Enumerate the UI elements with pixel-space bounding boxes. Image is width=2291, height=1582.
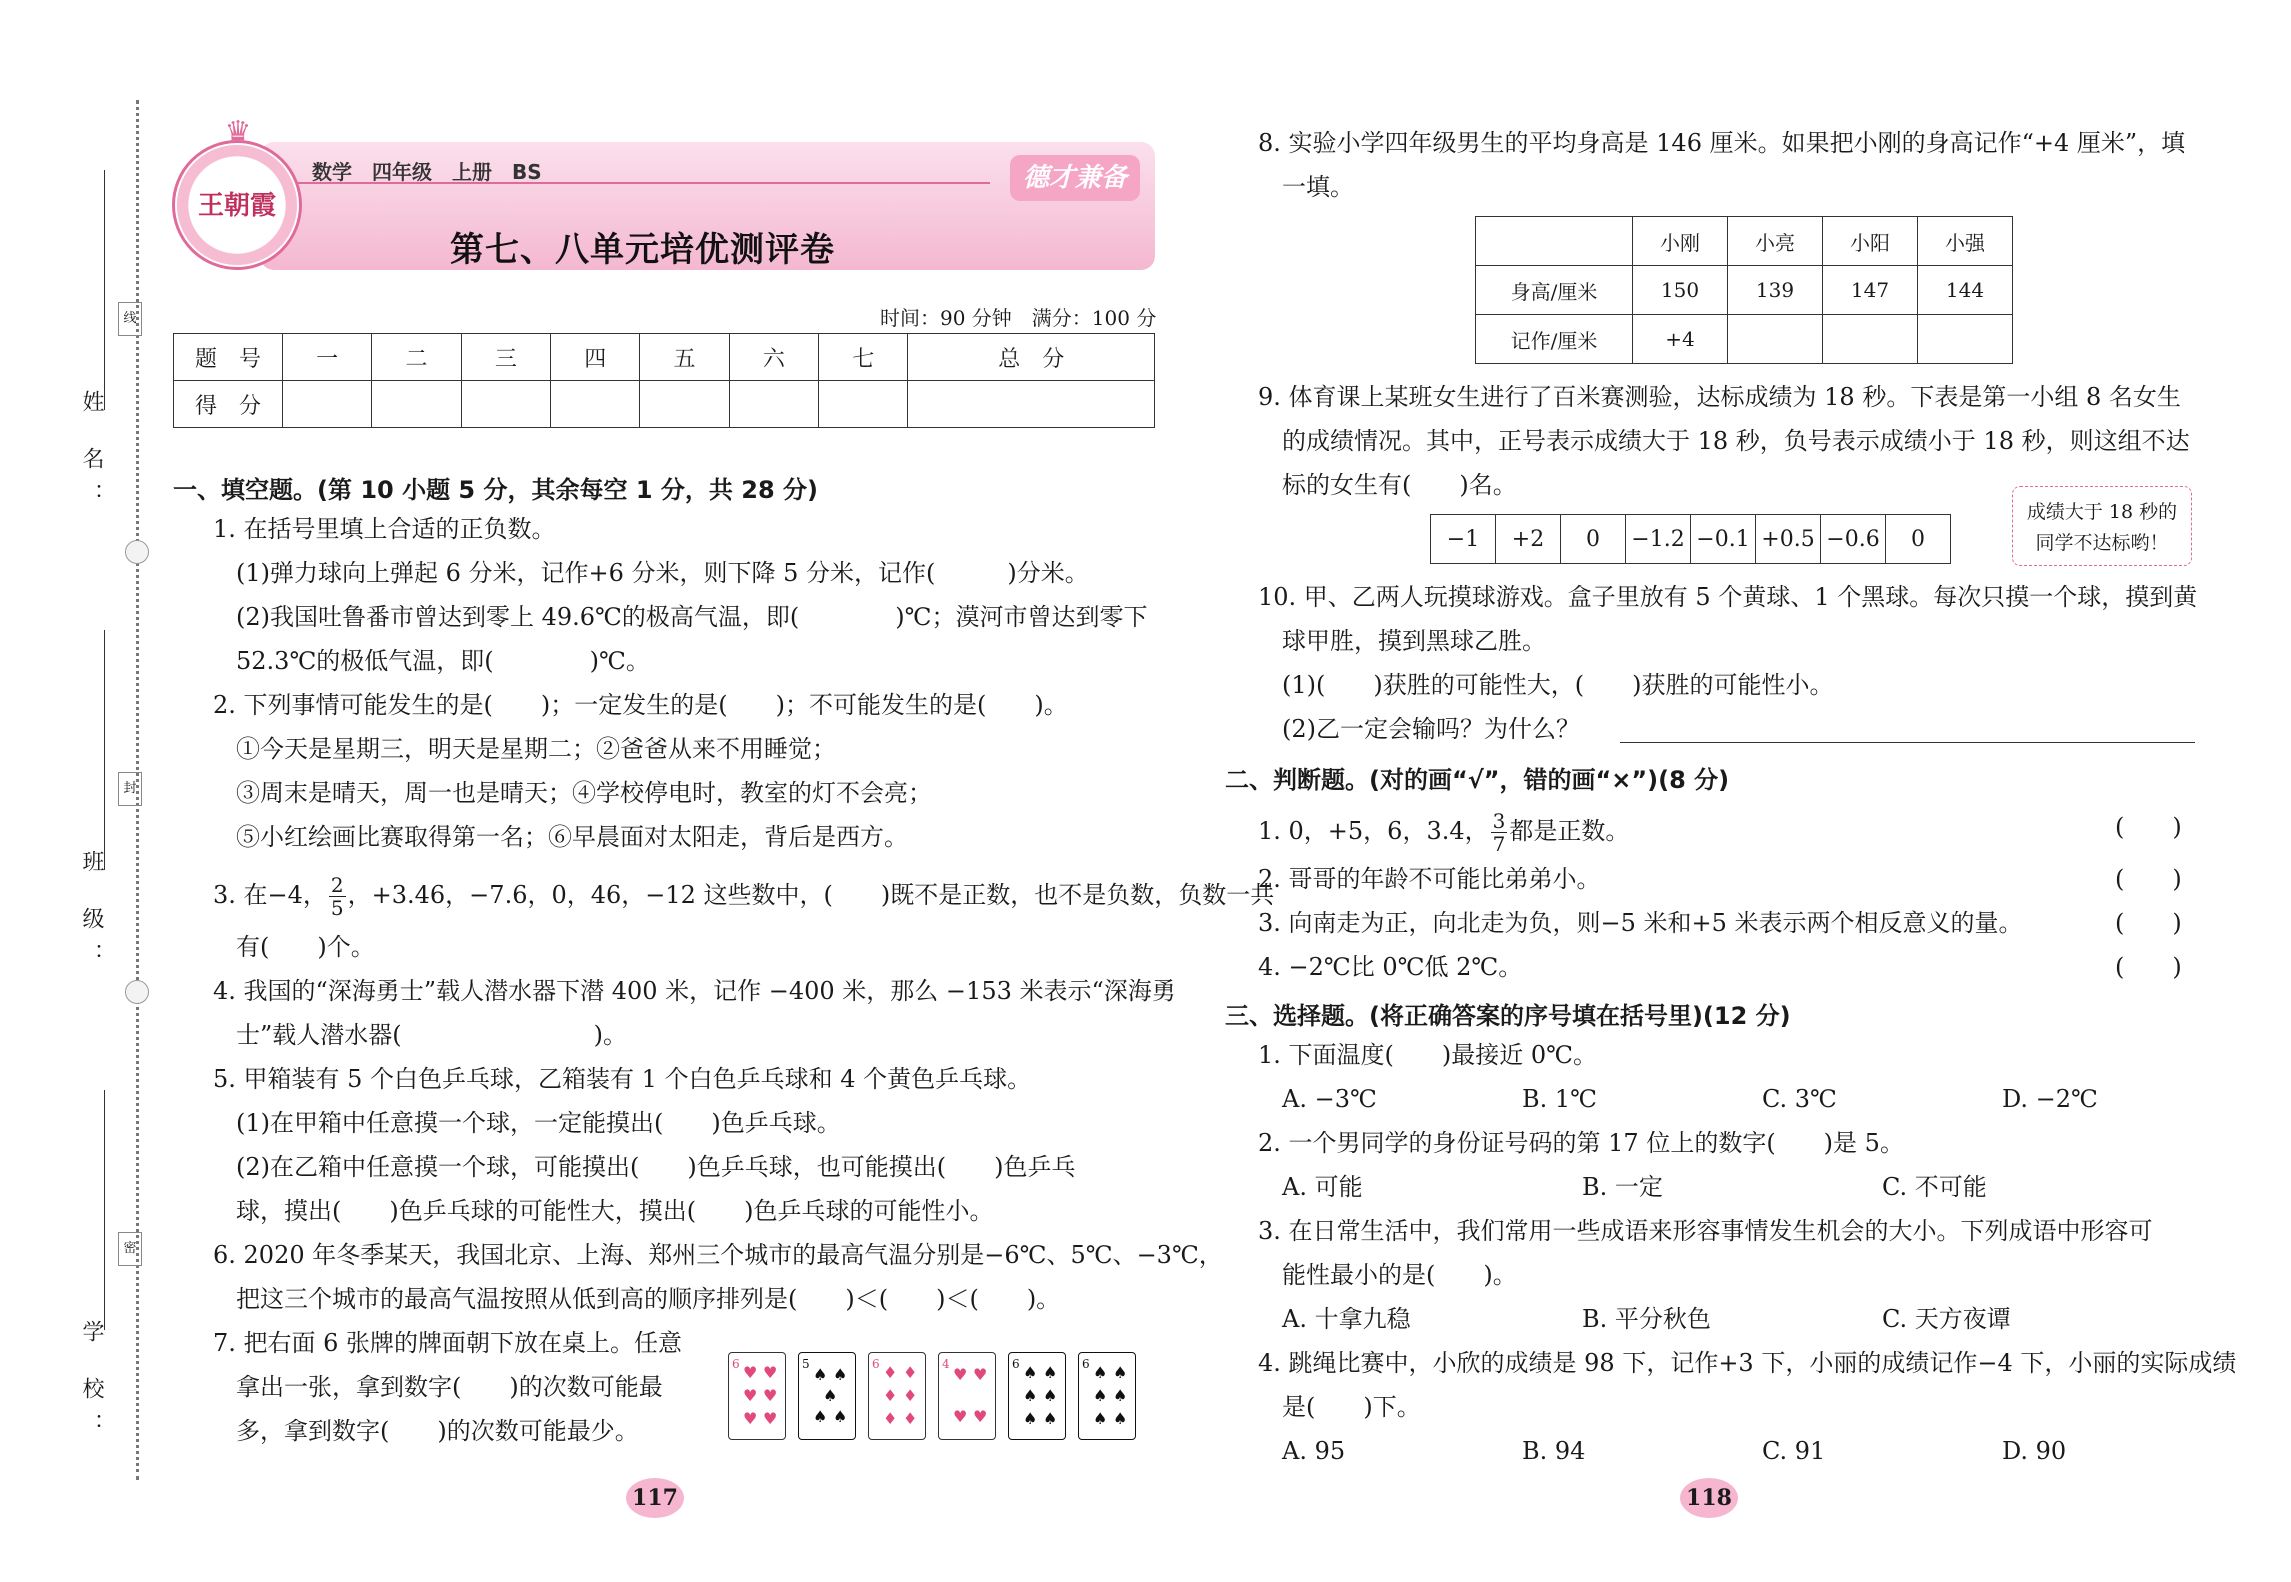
card-suit-pip: ♠ [1023,1363,1038,1382]
card-suit-pip: ♠ [813,1407,828,1426]
result-cell: −1.2 [1626,515,1691,564]
card-suit-pip: ♠ [1093,1386,1108,1405]
card-suit-pip: ♠ [1043,1386,1058,1405]
choice-2-option: A. 可能 [1282,1173,1363,1201]
question-10-2: (2)乙一定会输吗？为什么？ [1282,715,1580,743]
choice-1-option: B. 1℃ [1522,1085,1598,1113]
score-table [173,333,1155,428]
class-label: 班 级： [79,850,104,979]
card-suit-pip: ♥ [763,1409,778,1428]
results-row [1431,515,1951,564]
brand-logo-text: 王朝霞 [197,191,276,221]
fraction [329,874,346,919]
page-number: 117 [632,1485,678,1511]
score-table-header-row [174,334,1155,381]
card-suit-pip: ♠ [833,1365,848,1384]
question-4b: 士”载人潜水器( )。 [236,1021,627,1049]
fraction-numerator: 2 [330,873,344,897]
height-table [1475,216,2013,364]
card-suit-pip: ♦ [903,1363,918,1382]
judge-1-pre: 1. 0，+5，6，3.4， [1258,817,1489,845]
binding-ornament-top [125,540,149,564]
question-1: 1. 在括号里填上合适的正负数。 [213,515,556,543]
height-cell: 小刚 [1633,217,1728,266]
choice-3b: 能性最小的是( )。 [1282,1261,1517,1289]
question-2-option-a: ①今天是星期三，明天是星期二；②爸爸从来不用睡觉； [236,735,836,763]
score-cell: 五 [640,334,729,381]
score-cell: 一 [283,334,372,381]
school-underline [104,1090,105,1330]
card-suit-pip: ♥ [743,1363,758,1382]
score-cell: 题 号 [174,334,283,381]
height-table-header [1476,217,2013,266]
binding-ornament-bottom [125,980,149,1004]
brand-logo [172,115,302,270]
height-cell: 150 [1633,266,1728,315]
height-cell: 小强 [1918,217,2013,266]
card-suit-pip: ♠ [1093,1363,1108,1382]
card-suit-pip: ♥ [763,1386,778,1405]
score-cell: 六 [729,334,818,381]
card-suit-pip: ♥ [953,1365,968,1384]
result-cell: +2 [1496,515,1561,564]
card-suit-pip: ♦ [883,1363,898,1382]
card-suit-pip: ♠ [1093,1409,1108,1428]
score-cell: 三 [461,334,550,381]
crown-icon: ♛ [224,115,252,150]
playing-card [728,1352,786,1440]
question-1-2a: (2)我国吐鲁番市曾达到零上 49.6℃的极高气温，即( )℃；漠河市曾达到零下 [236,603,1148,631]
choice-4-option: B. 94 [1522,1437,1586,1465]
card-rank: 4 [942,1357,950,1371]
judge-3-answer[interactable]: ( ) [2115,909,2182,937]
height-cell: 139 [1728,266,1823,315]
choice-3a: 3. 在日常生活中，我们常用一些成语来形容事情发生机会的大小。下列成语中形容可 [1258,1217,2153,1245]
question-10a: 10. 甲、乙两人玩摸球游戏。盒子里放有 5 个黄球、1 个黑球。每次只摸一个球，摸到黄 [1258,583,2198,611]
playing-card [868,1352,926,1440]
playing-card [1008,1352,1066,1440]
score-cell: 七 [819,334,908,381]
judge-1-post: 都是正数。 [1509,817,1630,845]
height-cell: +4 [1633,315,1728,364]
judge-2: 2. 哥哥的年龄不可能比弟弟小。 [1258,865,1601,893]
tip-text-line-2: 同学不达标哟！ [2035,532,2169,554]
fraction-numerator: 3 [1492,809,1506,833]
card-suit-pip: ♠ [833,1407,848,1426]
name-underline [104,170,105,410]
card-suit-pip: ♠ [813,1365,828,1384]
card-rank: 5 [802,1357,810,1371]
question-7a: 7. 把右面 6 张牌的牌面朝下放在桌上。任意 [213,1329,683,1357]
height-answer-cell[interactable] [1728,315,1823,364]
tip-text-line-1: 成绩大于 18 秒的 [2026,501,2178,523]
score-input-cell[interactable] [372,381,461,428]
school-label: 学 校： [79,1320,104,1449]
height-answer-cell[interactable] [1823,315,1918,364]
score-input-cell[interactable] [640,381,729,428]
question-7b: 拿出一张，拿到数字( )的次数可能最 [236,1373,663,1401]
result-cell: −0.6 [1821,515,1886,564]
choice-4-option: A. 95 [1282,1437,1346,1465]
height-answer-cell[interactable] [1918,315,2013,364]
question-5-2a: (2)在乙箱中任意摸一个球，可能摸出( )色乒乓球，也可能摸出( )色乒乓 [236,1153,1076,1181]
fraction-denominator: 5 [330,896,344,920]
choice-4a: 4. 跳绳比赛中，小欣的成绩是 98 下，记作+3 下，小丽的成绩记作−4 下，小丽的实际成绩 [1258,1349,2237,1377]
result-cell: −1 [1431,515,1496,564]
score-input-cell[interactable] [461,381,550,428]
playing-card [798,1352,856,1440]
question-8a: 8. 实验小学四年级男生的平均身高是 146 厘米。如果把小刚的身高记作“+4 厘米”，填 [1258,129,2186,157]
card-suit-pip: ♥ [743,1409,758,1428]
results-table [1430,514,1951,564]
page-number-badge [1680,1478,1738,1518]
subject-line: 数学 四年级 上册 BS [312,160,542,184]
section-fill-blank-heading: 一、填空题。(第 10 小题 5 分，其余每空 1 分，共 28 分) [173,476,818,504]
question-3 [213,874,1274,919]
seal-mark-secret: 密 [118,1232,142,1266]
choice-3-option: B. 平分秋色 [1582,1305,1711,1333]
card-suit-pip: ♠ [1113,1363,1128,1382]
card-rank: 6 [872,1357,880,1371]
height-cell: 记作/厘米 [1476,315,1633,364]
question-4a: 4. 我国的“深海勇士”载人潜水器下潜 400 米，记作 −400 米，那么 −153 米表示“深海勇 [213,977,1176,1005]
question-9c: 标的女生有( )名。 [1282,471,1517,499]
judge-4: 4. −2℃比 0℃低 2℃。 [1258,953,1523,981]
seal-mark-line: 线 [118,302,142,336]
card-suit-pip: ♠ [1023,1386,1038,1405]
playing-card [938,1352,996,1440]
score-input-cell[interactable] [283,381,372,428]
question-6b: 把这三个城市的最高气温按照从低到高的顺序排列是( )＜( )＜( )。 [236,1285,1061,1313]
tip-bubble [2012,486,2192,566]
question-5: 5. 甲箱装有 5 个白色乒乓球，乙箱装有 1 个白色乒乓球和 4 个黄色乒乓球。 [213,1065,1032,1093]
result-cell: −0.1 [1691,515,1756,564]
page-title: 第七、八单元培优测评卷 [450,230,835,270]
question-3b: 有( )个。 [236,933,375,961]
height-table-row [1476,266,2013,315]
seal-mark-seal: 封 [118,772,142,806]
height-cell: 身高/厘米 [1476,266,1633,315]
height-cell: 144 [1918,266,2013,315]
fraction [1491,810,1508,855]
result-cell: 0 [1886,515,1951,564]
question-10b: 球甲胜，摸到黑球乙胜。 [1282,627,1546,655]
score-cell: 得 分 [174,381,283,428]
card-rank: 6 [1082,1357,1090,1371]
card-suit-pip: ♥ [973,1407,988,1426]
score-table-score-row [174,381,1155,428]
question-5-2b: 球，摸出( )色乒乓球的可能性大，摸出( )色乒乓球的可能性小。 [236,1197,994,1225]
height-cell: 小阳 [1823,217,1918,266]
card-suit-pip: ♦ [903,1386,918,1405]
question-1-1: (1)弹力球向上弹起 6 分米，记作+6 分米，则下降 5 分米，记作( )分米。 [236,559,1089,587]
question-6a: 6. 2020 年冬季某天，我国北京、上海、郑州三个城市的最高气温分别是−6℃、5℃、−3℃， [213,1241,1223,1269]
section-choice-heading: 三、选择题。(将正确答案的序号填在括号里)(12 分) [1225,1002,1791,1030]
score-input-cell[interactable] [908,381,1155,428]
card-rank: 6 [1012,1357,1020,1371]
card-rank: 6 [732,1357,740,1371]
card-suit-pip: ♠ [1023,1409,1038,1428]
height-cell: 小亮 [1728,217,1823,266]
playing-card [1078,1352,1136,1440]
card-suit-pip: ♦ [903,1409,918,1428]
choice-2-option: C. 不可能 [1882,1173,1987,1201]
choice-1-option: D. −2℃ [2002,1085,2098,1113]
card-suit-pip: ♠ [1113,1386,1128,1405]
card-suit-pip: ♠ [1043,1363,1058,1382]
choice-2-option: B. 一定 [1582,1173,1663,1201]
choice-1-option: C. 3℃ [1762,1085,1837,1113]
choice-3-option: A. 十拿九稳 [1282,1305,1411,1333]
choice-4-option: D. 90 [2002,1437,2067,1465]
card-suit-pip: ♦ [883,1409,898,1428]
choice-2: 2. 一个男同学的身份证号码的第 17 位上的数字( )是 5。 [1258,1129,1904,1157]
choice-1: 1. 下面温度( )最接近 0℃。 [1258,1041,1597,1069]
card-suit-pip: ♦ [883,1386,898,1405]
slogan-badge [1010,155,1140,201]
score-cell: 二 [372,334,461,381]
result-cell: +0.5 [1756,515,1821,564]
height-cell [1476,217,1633,266]
score-input-cell[interactable] [551,381,640,428]
class-underline [104,630,105,870]
judge-4-answer[interactable]: ( ) [2115,953,2182,981]
height-table-row [1476,315,2013,364]
slogan-text: 德才兼备 [1022,163,1127,193]
card-suit-pip: ♥ [763,1363,778,1382]
card-suit-pip: ♠ [823,1386,838,1405]
card-suit-pip: ♥ [743,1386,758,1405]
choice-1-option: A. −3℃ [1282,1085,1377,1113]
score-cell: 总 分 [908,334,1155,381]
question-2-option-c: ⑤小红绘画比赛取得第一名；⑥早晨面对太阳走，背后是西方。 [236,823,908,851]
question-8b: 一填。 [1282,173,1354,201]
question-5-1: (1)在甲箱中任意摸一个球，一定能摸出( )色乒乓球。 [236,1109,841,1137]
card-suit-pip: ♠ [1113,1409,1128,1428]
choice-3-option: C. 天方夜谭 [1882,1305,2011,1333]
question-2: 2. 下列事情可能发生的是( )；一定发生的是( )；不可能发生的是( )。 [213,691,1068,719]
question-3-post: ，+3.46，−7.6，0，46，−12 这些数中，( )既不是正数，也不是负数，负数一共 [347,881,1275,909]
score-input-cell[interactable] [819,381,908,428]
judge-2-answer[interactable]: ( ) [2115,865,2182,893]
card-suit-pip: ♥ [973,1365,988,1384]
question-9b: 的成绩情况。其中，正号表示成绩大于 18 秒，负号表示成绩小于 18 秒，则这组不达 [1282,427,2190,455]
question-10-1: (1)( )获胜的可能性大，( )获胜的可能性小。 [1282,671,1834,699]
judge-3: 3. 向南走为正，向北走为负，则−5 米和+5 米表示两个相反意义的量。 [1258,909,2023,937]
height-cell: 147 [1823,266,1918,315]
name-label: 姓 名： [79,390,104,519]
time-info: 时间：90 分钟 满分：100 分 [880,306,1157,330]
question-3-pre: 3. 在−4， [213,881,327,909]
page-number-badge [626,1478,684,1518]
card-suit-pip: ♠ [1043,1409,1058,1428]
question-2-option-b: ③周末是晴天，周一也是晴天；④学校停电时，教室的灯不会亮； [236,779,932,807]
choice-4b: 是( )下。 [1282,1393,1421,1421]
section-judge-heading: 二、判断题。(对的画“√”，错的画“×”)(8 分) [1225,766,1730,794]
page-number: 118 [1686,1485,1732,1511]
choice-4-option: C. 91 [1762,1437,1826,1465]
result-cell: 0 [1561,515,1626,564]
judge-1-answer[interactable]: ( ) [2115,813,2182,841]
score-input-cell[interactable] [729,381,818,428]
card-suit-pip: ♥ [953,1407,968,1426]
answer-line[interactable] [1620,742,2195,743]
question-1-2b: 52.3℃的极低气温，即( )℃。 [236,647,650,675]
judge-1 [1258,810,1629,855]
question-7c: 多，拿到数字( )的次数可能最少。 [236,1417,639,1445]
score-cell: 四 [551,334,640,381]
fraction-denominator: 7 [1492,832,1506,856]
question-9a: 9. 体育课上某班女生进行了百米赛测验，达标成绩为 18 秒。下表是第一小组 8 名女生 [1258,383,2181,411]
